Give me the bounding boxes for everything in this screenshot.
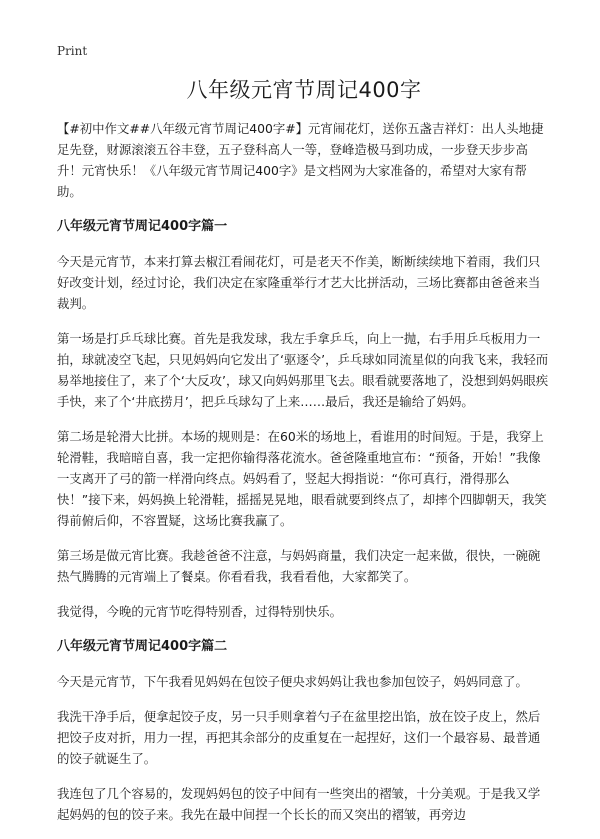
paragraph: 第一场是打乒乓球比赛。首先是我发球，我左手拿乒乓，向上一抛，右手用乒乓板用力一拍，球就凌空飞起，只见妈妈向它发出了‘驱逐令’，乒乓球如同流星似的向我飞来，我轻而易举地接住了，来了个‘大反攻’，球又向妈妈那里飞去。眼看就要落地了，没想到妈妈眼疾手快，来了个‘井底捞月’，把乒乓球勾了上来……最后，我还是输给了妈妈。 [57, 331, 549, 409]
paragraph: 第三场是做元宵比赛。我趁爸爸不注意，与妈妈商量，我们决定一起来做，很快，一碗碗热气腾腾的元宵端上了餐桌。你看看我，我看看他，大家都笑了。 [57, 548, 541, 584]
section-heading: 八年级元宵节周记400字篇一 [57, 219, 228, 234]
paragraph: 第二场是轮滑大比拼。本场的规则是：在60米的场地上，看谁用的时间短。于是，我穿上轮滑鞋，我暗暗自喜，我一定把你输得落花流水。爸爸隆重地宣布：“预备，开始！”我像一支离开了弓的箭一样滑向终点。妈妈看了，竖起大拇指说：“你可真行，滑得那么快！”接下来，妈妈换上轮滑鞋，摇摇晃晃地，眼看就要到终点了，却摔个四脚朝天，我笑得前俯后仰，不容置疑，这场比赛我赢了。 [57, 429, 547, 528]
section-heading: 八年级元宵节周记400字篇二 [57, 639, 228, 654]
paragraph: 我觉得，今晚的元宵节吃得特别香，过得特别快乐。 [57, 604, 342, 619]
paragraph: 今天是元宵节，本来打算去椒江看闹花灯，可是老天不作美，断断续续地下着雨，我们只好改变计划，经过讨论，我们决定在家隆重举行才艺大比拼活动，三场比赛都由爸爸来当裁判。 [57, 254, 541, 311]
print-label: Print [57, 44, 88, 58]
document-body [57, 74, 551, 839]
paragraph: 今天是元宵节，下午我看见妈妈在包饺子便央求妈妈让我也参加包饺子，妈妈同意了。 [57, 674, 528, 689]
paragraph: 我洗干净手后，便拿起饺子皮，另一只手则拿着勺子在盆里挖出馅，放在饺子皮上，然后把饺子皮对折，用力一捏，再把其余部分的皮重复在一起捏好，这们一个最容易、最普通的饺子就诞生了。 [57, 709, 541, 766]
document-title: 八年级元宵节周记400字 [186, 78, 422, 102]
paragraph: 我连包了几个容易的，发现妈妈包的饺子中间有一些突出的褶皱，十分美观。于是我又学起妈妈的包的饺子来。我先在最中间捏一个长长的而又突出的褶皱，再旁边 [57, 786, 541, 822]
intro-paragraph: 【#初中作文##八年级元宵节周记400字#】元宵闹花灯，送你五盏吉祥灯：出人头地捷足先登，财源滚滚五谷丰登，五子登科高人一等，登峰造极马到功成，一步登天步步高升！元宵快乐！《八年级元宵节周记400字》是文档网为大家准备的，希望对大家有帮助。 [57, 121, 544, 199]
